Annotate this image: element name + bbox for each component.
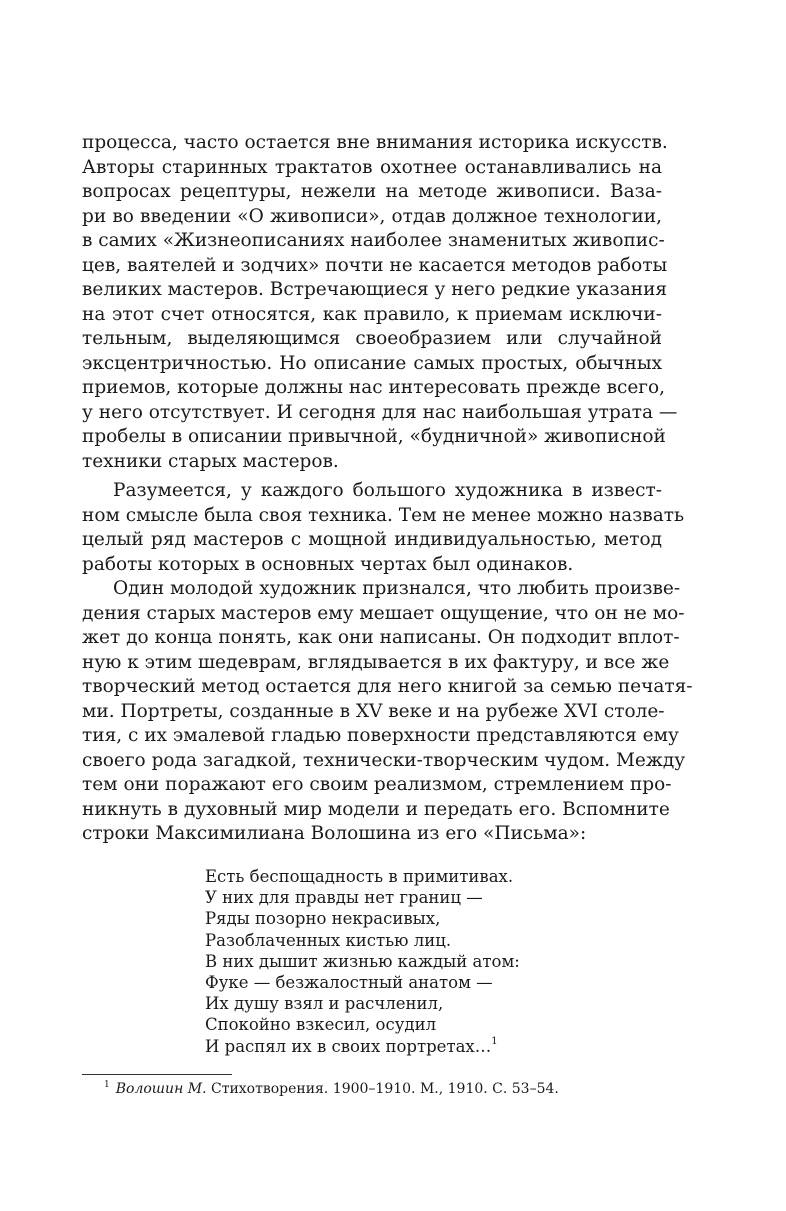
poem-line: Есть беспощадность в примитивах. [205,867,514,886]
paragraph-3 [82,577,693,847]
paragraph-1 [82,131,678,474]
text-line: эксцентричностью. Но описание самых простых, обычных [82,352,662,374]
poem-line: Фуке — безжалостный анатом — [205,973,493,993]
text-line: на этот счет относятся, как правило, к приемам исключи- [82,303,662,325]
poem-line: Спокойно взкесил, осудил [205,1015,437,1035]
text-line: приемов, которые должны нас интересовать прежде всего, [82,377,666,398]
poem-line-text: И распял их в своих портретах… [205,1036,492,1056]
text-line: никнуть в духовный мир модели и передать его. Вспомните [82,798,670,820]
text-line: жет до конца понять, как они написаны. Он подходит вплот- [82,627,680,648]
text-line: тем они поражают его своим реализмом, стремлением про- [82,774,672,795]
text-line: Один молодой художник признался, что любить произве- [113,578,681,599]
footnote-mark: 1 [104,1080,110,1091]
text-line: тельным, выделяющимся своеобразием или случайной [82,328,662,349]
footnote-author: Волошин М. [115,1081,207,1097]
text-line: в самих «Жизнеописаниях наиболее знаменитых живопис- [82,230,665,251]
text-line: Авторы старинных трактатов охотнее останавливались на [82,156,662,178]
poem-quote [205,866,520,1057]
poem-line: Ряды позорно некрасивых, [205,909,441,929]
text-line: цев, ваятелей и зодчих» почти не касается методов работы [82,254,668,276]
text-line: ную к этим шедеврам, вглядывается в их фактуру, и все же [82,651,670,673]
text-line: тия, с их эмалевой гладью поверхности представляются ему [82,725,679,746]
poem-line: Разоблаченных кистью лиц. [205,930,452,950]
text-line: целый ряд мастеров с мощной индивидуальностью, метод [82,529,662,550]
text-line: техники старых мастеров. [82,450,339,472]
text-line: Разумеется, у каждого большого художника в извест- [113,480,662,501]
text-line: творческий метод остается для него книгой за семью печатя- [82,676,693,697]
paragraph-2 [82,479,685,577]
text-line: процесса, часто остается вне внимания историка искусств. [82,132,668,153]
footnote-divider [82,1074,232,1075]
text-line: пробелы в описании привычной, «будничной» живописной [82,426,666,447]
text-line: у него отсутствует. И сегодня для нас наибольшая утрата — [82,401,678,423]
poem-line: Их душу взял и расчленил, [205,994,444,1014]
footnote-reference[interactable]: 1 [491,1036,498,1048]
footnote-text: Стихотворения. 1900–1910. М., 1910. С. 53–54. [206,1081,559,1097]
text-line: ми. Портреты, созданные в XV веке и на рубеже XVI столе- [82,700,665,722]
text-line: вопросах рецептуры, нежели на методе живописи. Вaза- [82,181,662,202]
footnote [104,1080,559,1098]
text-line: строки Максимилиана Волошина из его «Письма»: [82,823,587,844]
text-line: дения старых мастеров ему мешает ощущение, что он не мо- [82,602,685,624]
text-line: своего рода загадкой, технически-творческим чудом. Между [82,749,686,771]
text-line: великих мастеров. Встречающиеся у него редкие указания [82,279,668,300]
poem-line: В них дышит жизнью каждый атом: [205,951,520,971]
text-line: работы которых в основных чертах был одинаков. [82,553,574,575]
poem-line: У них для правды нет границ — [205,888,483,908]
poem-last-line [205,1036,520,1057]
text-line: ри во введении «О живописи», отдав должное технологии, [82,205,662,227]
text-line: ном смысле была своя техника. Тем не менее можно назвать [82,504,685,526]
